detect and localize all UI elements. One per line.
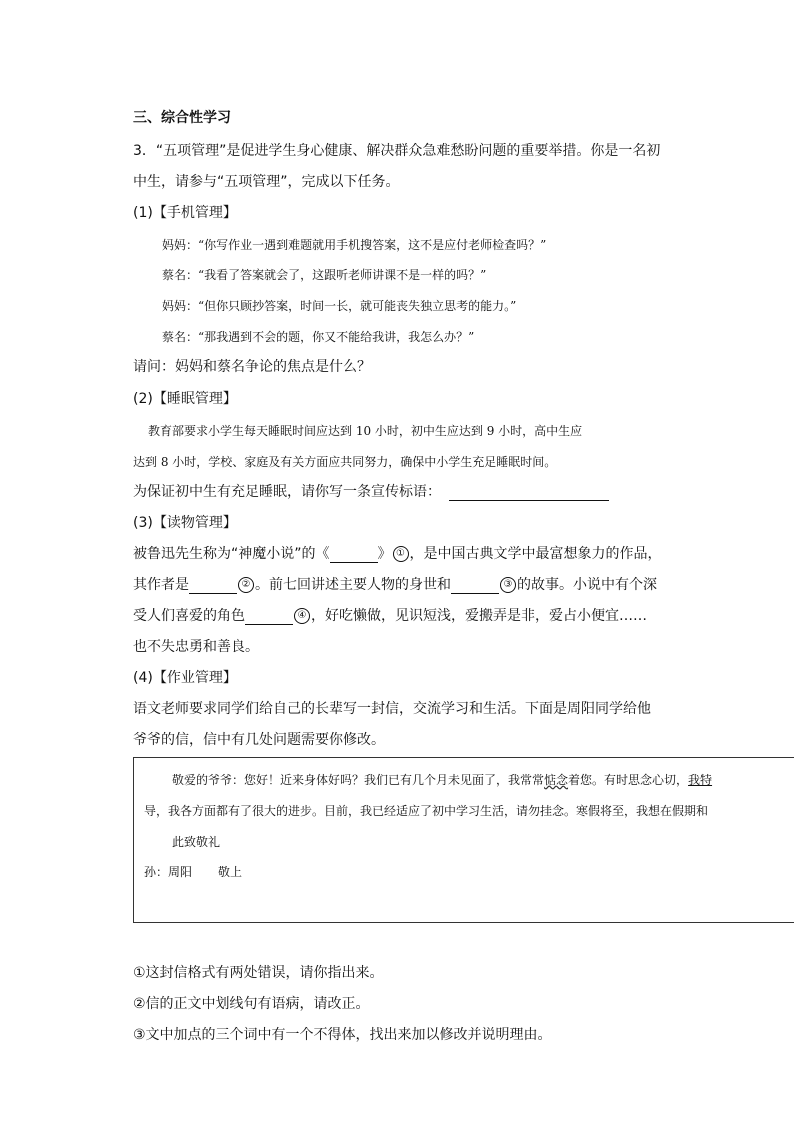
slogan-prompt-row [133,483,609,501]
mark-2: ② [238,577,254,593]
blank-1[interactable] [330,548,378,563]
blank-3[interactable] [451,579,499,594]
part1-heading: (1)【手机管理】 [133,205,237,221]
question-line-1: 3．“五项管理”是促进学生身心健康、解决群众急难愁盼问题的重要举措。你是一名初 [133,143,661,159]
part3-line-1 [133,545,662,563]
mark-4: ④ [294,608,310,624]
part3-line-2 [133,576,657,594]
part3-line-4: 也不失忠勇和善良。 [133,639,259,655]
part3-text: ，好吃懒做，见识短浅，爱搬弄是非，爱占小便宜…… [311,608,647,624]
task-3: ③文中加点的三个词中有一个不得体，找出来加以修改并说明理由。 [133,1027,552,1043]
letter-line-2: 导，我各方面都有了很大的进步。目前，我已经适应了初中学习生活，请勿挂念。寒假将至，我想在假期和 [144,804,709,818]
task-1: ①这封信格式有两处错误，请你指出来。 [133,965,384,981]
section-title: 三、综合性学习 [133,110,231,126]
letter-signature [144,863,242,881]
blank-4[interactable] [245,610,293,625]
letter-text: 着您。有时思念心切， [568,773,689,787]
dialogue-line-3: 妈妈：“但你只顾抄答案，时间一长，就可能丧失独立思考的能力。” [162,299,517,313]
blank-2[interactable] [189,579,237,594]
question-line-2: 中生，请参与“五项管理”，完成以下任务。 [133,174,400,190]
part4-heading: (4)【作业管理】 [133,670,237,686]
part3-heading: (3)【读物管理】 [133,515,237,531]
part4-intro-1: 语文老师要求同学们给自己的长辈写一封信，交流学习和生活。下面是周阳同学给他 [133,701,651,717]
letter-sign-off: 敬上 [218,865,243,879]
part3-text: 的故事。小说中有个深 [517,577,657,593]
mark-3: ③ [500,577,516,593]
part2-heading: (2)【睡眠管理】 [133,391,237,407]
part3-text: ，是中国古典文学中最富想象力的作品， [409,546,662,562]
task-2: ②信的正文中划线句有语病，请改正。 [133,996,370,1012]
slogan-answer-blank[interactable] [449,486,609,501]
letter-closing: 此致敬礼 [172,835,221,849]
slogan-prompt: 为保证初中生有充足睡眠，请你写一条宣传标语： [133,484,441,500]
part3-text: 。前七回讲述主要人物的身世和 [255,577,451,593]
letter-dotted-word: 惦念 [544,773,569,787]
notice-line-1: 教育部要求小学生每天睡眠时间应达到 10 小时，初中生应达到 9 小时，高中生应 [148,424,583,438]
part3-text: 其作者是 [133,577,189,593]
dialogue-line-1: 妈妈：“你写作业一遇到难题就用手机搜答案，这不是应付老师检查吗？” [162,238,547,252]
part1-prompt: 请问：妈妈和蔡名争论的焦点是什么？ [133,359,371,375]
letter-underlined-sentence: 我特 [688,773,713,787]
letter-line-1 [172,771,712,789]
part3-text: 》 [377,546,392,562]
letter-text: 敬爱的爷爷：您好！近来身体好吗？我们已有几个月未见面了，我常常 [172,773,545,787]
dialogue-line-4: 蔡名：“那我遇到不会的题，你又不能给我讲，我怎么办？” [162,330,475,344]
letter-signer: 孙：周阳 [144,865,193,879]
mark-1: ① [393,546,409,562]
notice-line-2: 达到 8 小时，学校、家庭及有关方面应共同努力，确保中小学生充足睡眠时间。 [133,455,557,469]
part3-text: 被鲁迅先生称为“神魔小说”的《 [133,546,330,562]
part3-text: 受人们喜爱的角色 [133,608,245,624]
part3-line-3 [133,607,647,625]
part4-intro-2: 爷爷的信，信中有几处问题需要你修改。 [133,732,385,748]
dialogue-line-2: 蔡名：“我看了答案就会了，这跟听老师讲课不是一样的吗？” [162,268,487,282]
letter-box [133,757,794,923]
